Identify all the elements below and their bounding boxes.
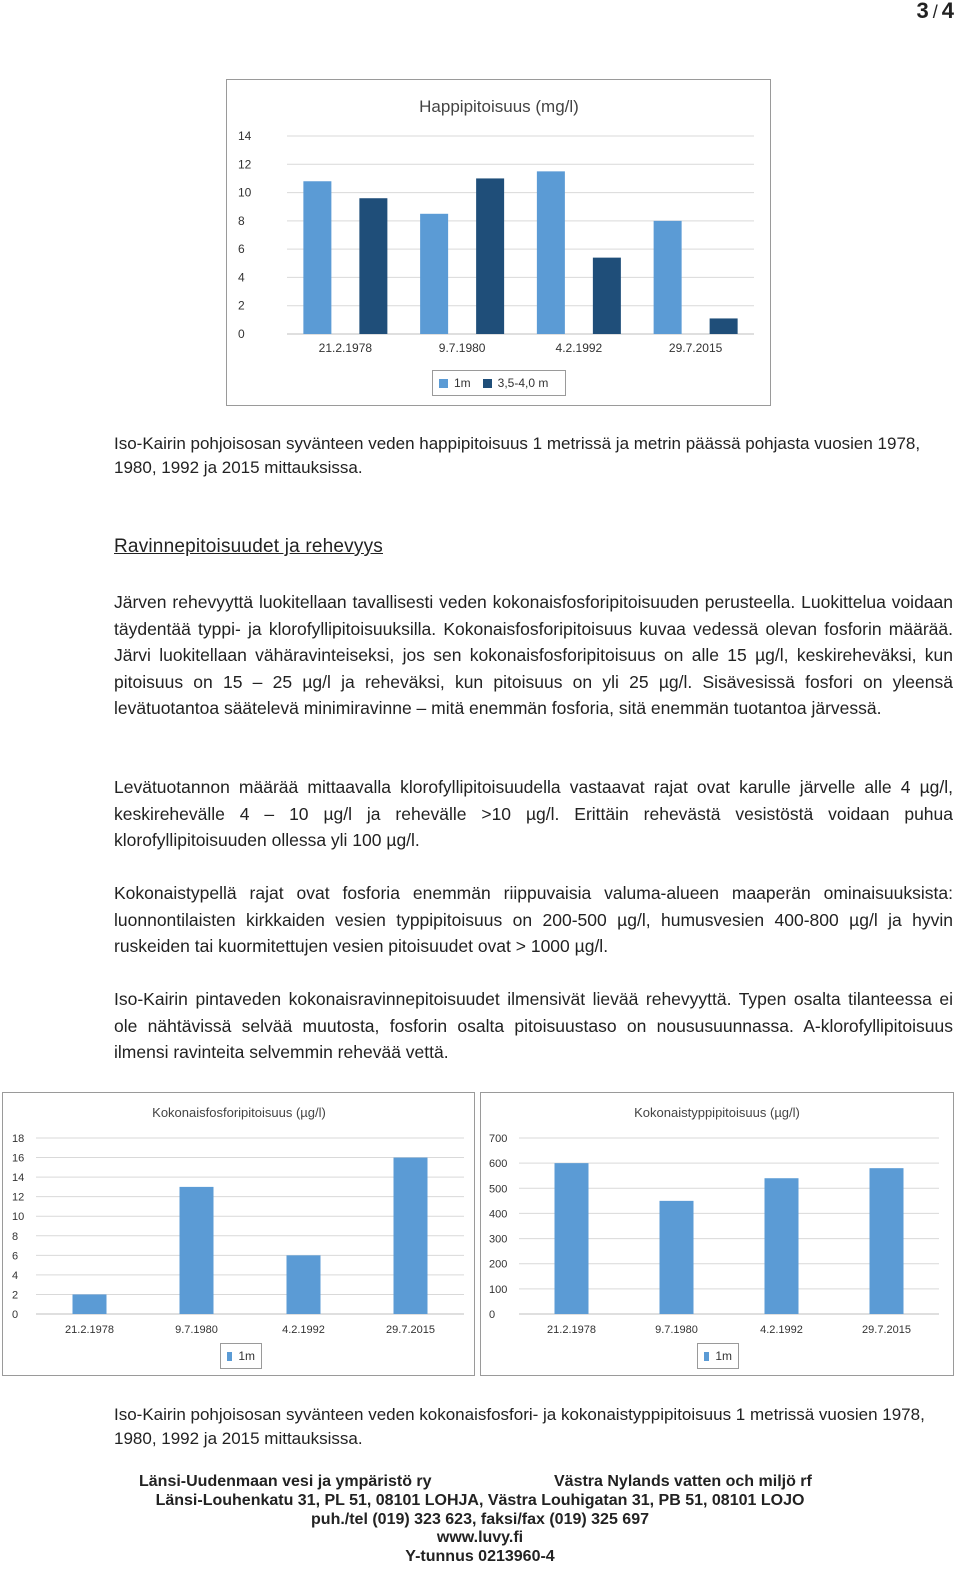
x-tick-label: 4.2.1992: [760, 1324, 803, 1336]
y-tick-label: 600: [489, 1158, 508, 1171]
bar-1m-1: [420, 214, 448, 334]
phosphorus-chart: [2, 1092, 475, 1376]
chart-title: Kokonaistyppipitoisuus (µg/l): [634, 1105, 800, 1120]
y-tick-label: 0: [489, 1309, 496, 1321]
x-tick-label: 21.2.1978: [65, 1324, 114, 1336]
legend-swatch-1m: [439, 379, 448, 388]
y-tick-label: 18: [12, 1133, 25, 1145]
footer-org-fi: Länsi-Uudenmaan vesi ja ympäristö ry: [139, 1473, 432, 1490]
phosphorus-chart-svg: [3, 1093, 476, 1377]
footer-web[interactable]: www.luvy.fi: [436, 1529, 524, 1546]
y-tick-label: 6: [238, 242, 245, 257]
legend-label-1m: 1m: [715, 1349, 732, 1363]
x-tick-label: 9.7.1980: [438, 341, 486, 355]
page-number: [916, 0, 954, 24]
bar-1m-3: [870, 1168, 904, 1314]
y-tick-label: 10: [12, 1211, 25, 1224]
footer-address: Länsi-Louhenkatu 31, PL 51, 08101 LOHJA, Västra Louhigatan 31, PB 51, 08101 LOJO: [155, 1492, 805, 1509]
bar-3540m-2: [593, 258, 621, 334]
bar-1m-0: [73, 1294, 107, 1314]
y-tick-label: 8: [238, 213, 245, 228]
caption-oxygen: Iso-Kairin pohjoisosan syvänteen veden happipitoisuus 1 metrissä ja metrin päässä pohjasta vuosien 1978, 1980, 1992 ja 2015 mittauksissa.: [114, 434, 921, 477]
y-tick-label: 0: [238, 327, 245, 341]
chart-title: Happipitoisuus (mg/l): [419, 97, 579, 116]
legend-label-1m: 1m: [238, 1349, 255, 1363]
bar-1m-2: [765, 1178, 799, 1314]
y-tick-label: 4: [238, 270, 245, 285]
y-tick-label: 6: [12, 1250, 19, 1263]
bar-1m-3: [394, 1158, 428, 1314]
x-tick-label: 21.2.1978: [547, 1324, 596, 1336]
y-tick-label: 14: [12, 1172, 25, 1185]
x-tick-label: 21.2.1978: [318, 341, 373, 355]
y-tick-label: 500: [489, 1183, 508, 1196]
x-tick-label: 4.2.1992: [282, 1324, 325, 1336]
footer-ytunnus: Y-tunnus 0213960-4: [405, 1547, 555, 1565]
y-tick-label: 0: [12, 1309, 19, 1321]
y-tick-label: 10: [238, 185, 252, 200]
paragraph-3: Kokonaistypellä rajat ovat fosforia enemmän riippuvaisia valuma-alueen maaperän ominaisuuksista: luonnontilaisten kirkkaiden vesien typpipitoisuus on 200-500 µg/l, humusvesien 400-800 µg/l ja hyvin ruskeiden tai kuormitettujen vesien pitoisuudet ovat > 1000 µg/l.: [114, 883, 953, 956]
y-tick-label: 4: [12, 1269, 19, 1282]
bar-1m-3: [654, 221, 682, 334]
y-tick-label: 400: [489, 1208, 508, 1221]
footer-phone: puh./tel (019) 323 623, faksi/fax (019) 325 697: [311, 1510, 649, 1528]
caption-nutrients: Iso-Kairin pohjoisosan syvänteen veden kokonaisfosfori- ja kokonaistyppipitoisuus 1 metrissä vuosien 1978, 1980, 1992 ja 2015 mittauksissa.: [114, 1405, 925, 1448]
page-current: 3: [916, 0, 929, 23]
page-total: 4: [941, 0, 954, 23]
legend-label-1m: 1m: [454, 376, 471, 390]
y-tick-label: 300: [489, 1233, 508, 1246]
footer-org-sv: Västra Nylands vatten och miljö rf: [554, 1473, 812, 1490]
y-tick-label: 12: [238, 157, 252, 172]
chart-title: Kokonaisfosforipitoisuus (µg/l): [152, 1105, 326, 1120]
paragraph-4: Iso-Kairin pintaveden kokonaisravinnepitoisuudet ilmensivät lievää rehevyyttä. Typen osalta tilanteessa ei ole nähtävissä selvää muutosta, fosforin osalta pitoisuustaso on noususuunnassa. A-klorofyllipitoisuus ilmensi ravinteita selvemmin rehevää vettä.: [114, 989, 953, 1062]
phosphorus-chart-legend: [220, 1343, 262, 1369]
legend-label-deep: 3,5-4,0 m: [497, 376, 549, 390]
y-tick-label: 200: [489, 1258, 508, 1271]
paragraph-1: Järven rehevyyttä luokitellaan tavallisesti veden kokonaisfosforipitoisuuden perusteella. Luokittelua voidaan täydentää typpi- ja klorofyllipitoisuuksilla. Kokonaisfosforipitoisuus kuvaa vedessä olevan fosforin määrää. Järvi luokitellaan vähäravinteiseksi, jos sen kokonaisfosforipitoisuus on alle 15 µg/l, keskireheväksi, kun pitoisuus on 15 – 25 µg/l ja reheväksi, kun pitoisuus on yli 25 µg/l. Sisävesissä fosfori on yleensä levätuotantoa säätelevä minimiravinne – mitä enemmän fosforia, sitä enemmän tuotantoa järvessä.: [114, 592, 953, 718]
y-tick-label: 700: [489, 1133, 508, 1145]
legend-swatch-1m: [227, 1352, 232, 1361]
x-tick-label: 4.2.1992: [555, 341, 603, 355]
x-tick-label: 9.7.1980: [655, 1324, 698, 1336]
bar-3540m-3: [710, 318, 738, 334]
nitrogen-chart: [480, 1092, 954, 1376]
y-tick-label: 16: [12, 1152, 25, 1165]
bar-1m-1: [180, 1187, 214, 1314]
bar-1m-0: [555, 1163, 589, 1314]
bar-1m-2: [287, 1255, 321, 1314]
nitrogen-chart-legend: [697, 1343, 739, 1369]
y-tick-label: 100: [489, 1283, 508, 1296]
y-tick-label: 8: [12, 1230, 19, 1243]
legend-swatch-1m: [704, 1352, 709, 1361]
x-tick-label: 29.7.2015: [386, 1324, 435, 1336]
bar-1m-0: [303, 181, 331, 334]
bar-1m-2: [537, 171, 565, 334]
page-separator: /: [932, 2, 938, 22]
y-tick-label: 12: [12, 1191, 25, 1204]
x-tick-label: 9.7.1980: [175, 1324, 218, 1336]
oxygen-chart: [226, 79, 771, 406]
y-tick-label: 2: [12, 1289, 19, 1302]
oxygen-chart-legend: [432, 370, 566, 396]
x-tick-label: 29.7.2015: [668, 341, 723, 355]
legend-swatch-deep: [483, 379, 492, 388]
bar-3540m-0: [359, 198, 387, 334]
section-heading: Ravinnepitoisuudet ja rehevyys: [114, 536, 383, 557]
nitrogen-chart-svg: [481, 1093, 955, 1377]
bar-3540m-1: [476, 178, 504, 334]
oxygen-chart-svg: [227, 80, 772, 407]
bar-1m-1: [660, 1201, 694, 1314]
footer: [0, 1473, 960, 1566]
x-tick-label: 29.7.2015: [862, 1324, 911, 1336]
y-tick-label: 14: [238, 129, 252, 143]
paragraph-2: Levätuotannon määrää mittaavalla klorofyllipitoisuudella vastaavat rajat ovat karulle järvelle alle 4 µg/l, keskirehevälle 4 – 10 µg/l ja rehevälle >10 µg/l. Erittäin rehevästä vesistöstä voidaan puhua klorofyllipitoisuuden ollessa yli 100 µg/l.: [114, 777, 953, 850]
y-tick-label: 2: [238, 298, 245, 313]
